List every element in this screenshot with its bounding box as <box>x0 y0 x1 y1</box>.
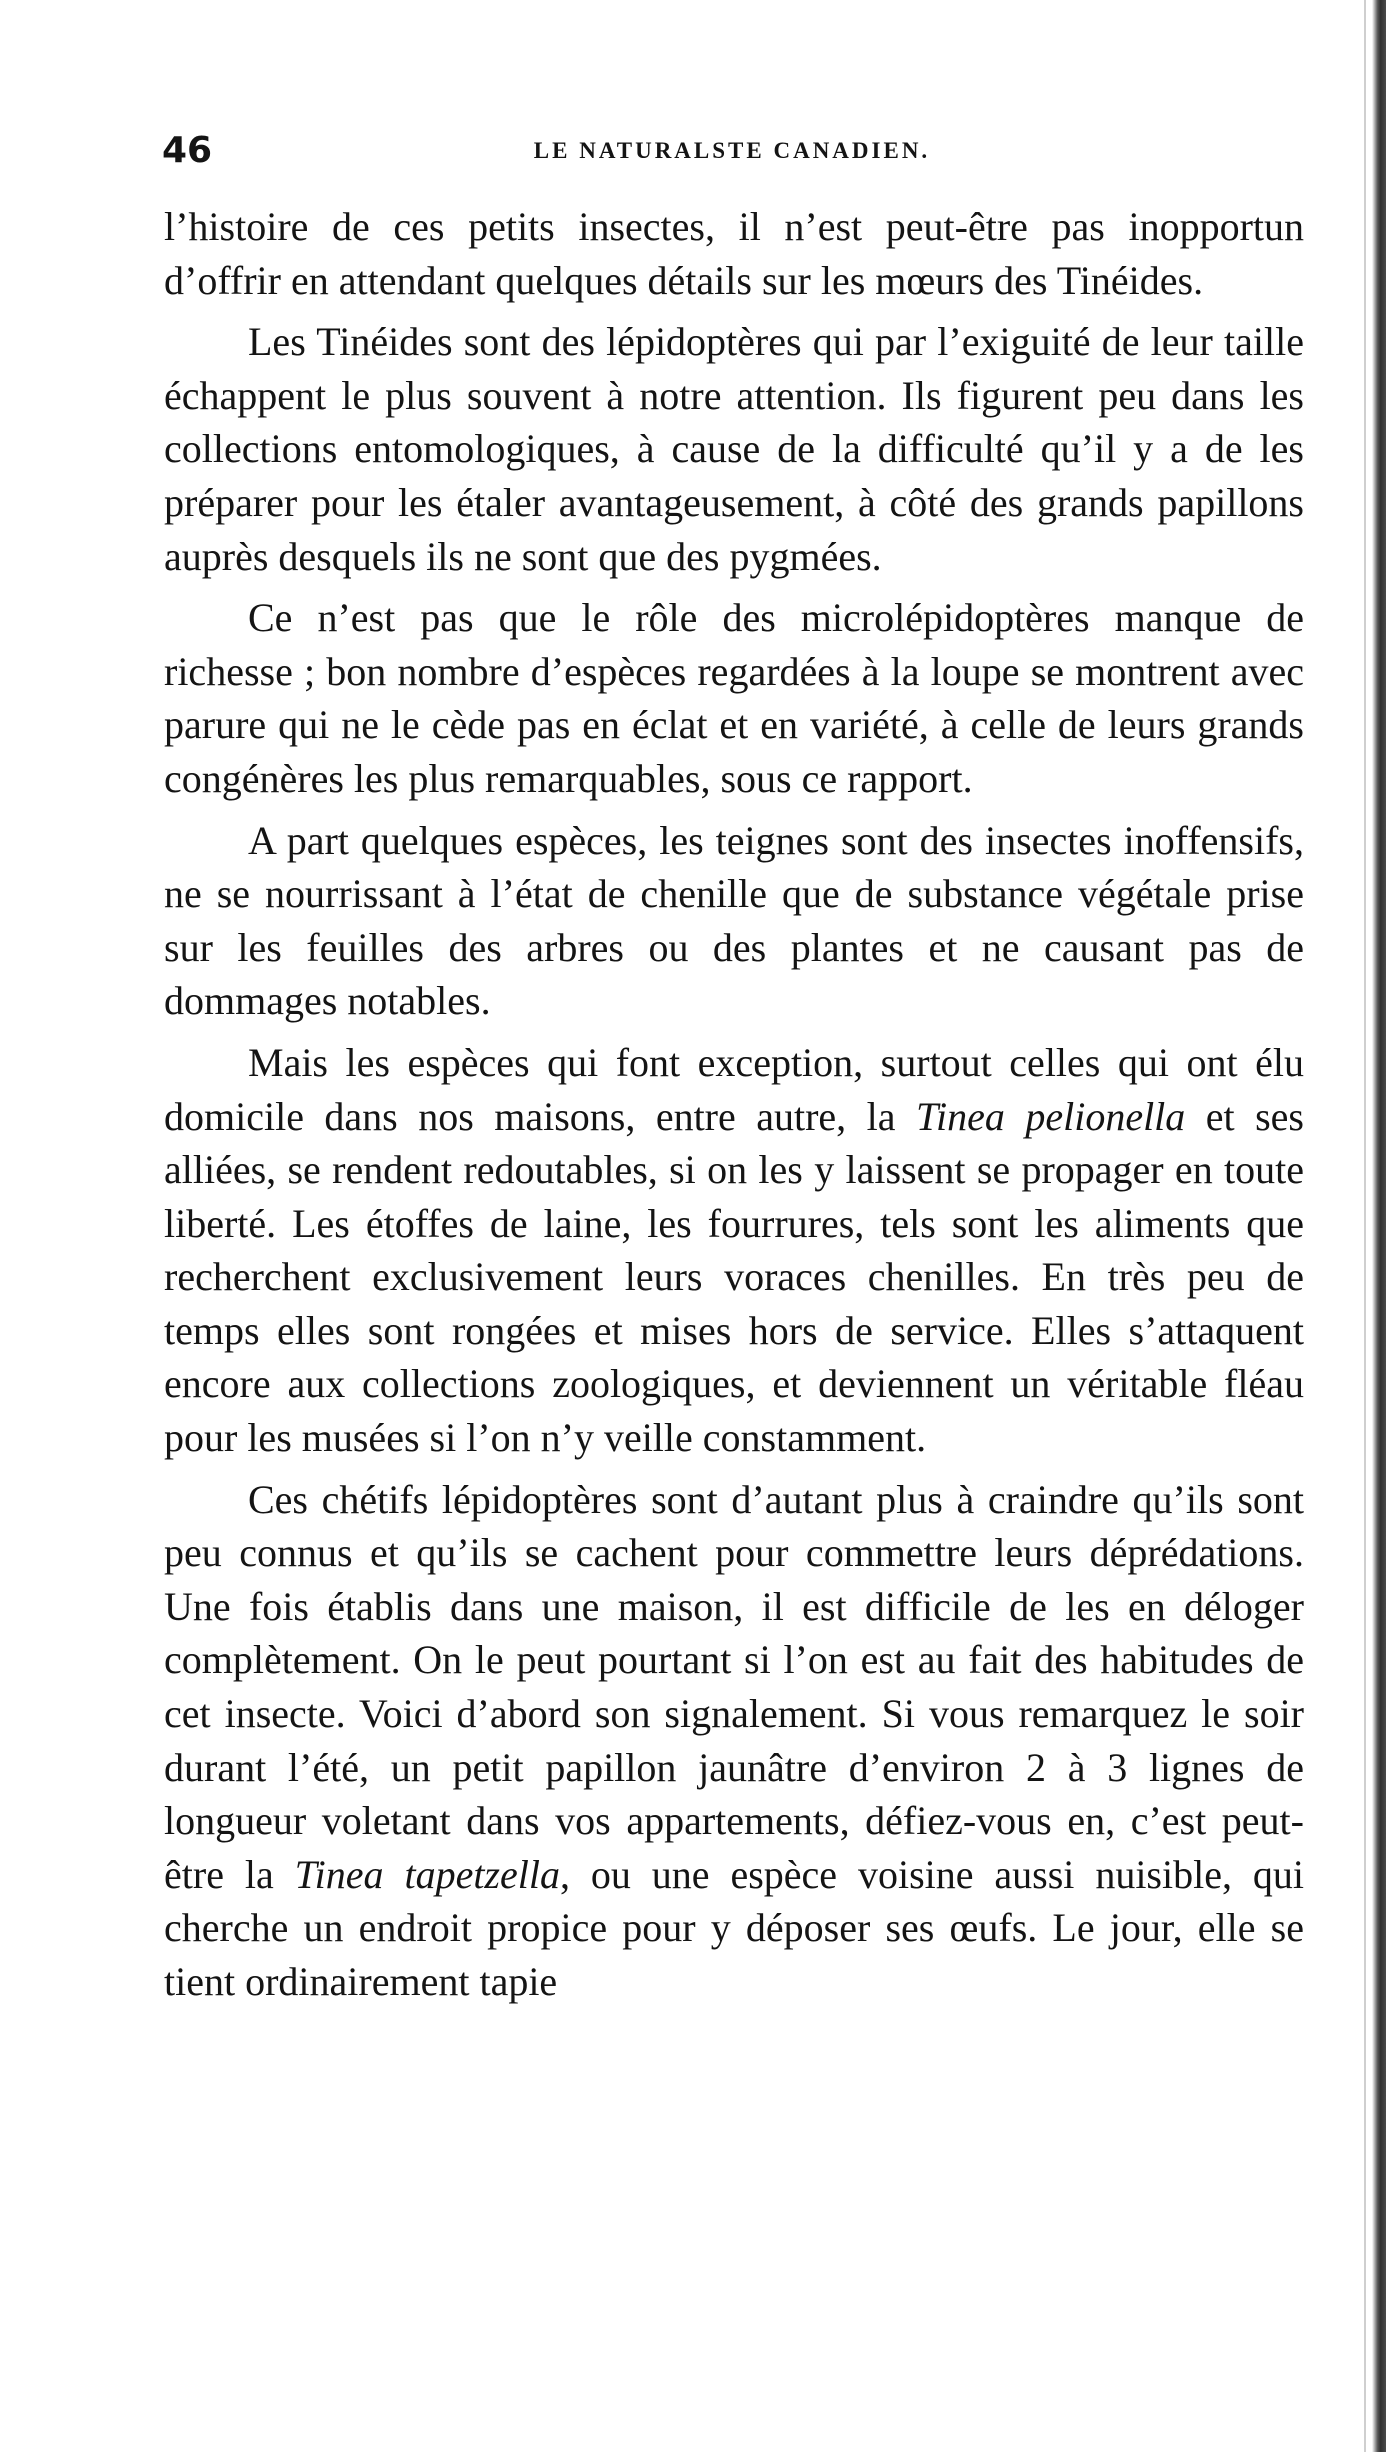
paragraph: Les Tinéides sont des lépidoptères qui par l’exiguité de leur taille échappent le plus souvent à notre attention. Ils figurent peu dans les collections entomologiques, à cause de la difficulté qu’il y a de les préparer pour les étaler avantageusement, à côté des grands papillons auprès desquels ils ne sont que des pygmées. <box>164 319 1304 579</box>
paragraph <box>164 1036 1304 1465</box>
paragraph: Ce n’est pas que le rôle des microlépidoptères manque de richesse ; bon nombre d’espèces regardées à la loupe se montrent avec parure qui ne le cède pas en éclat et en variété, à celle de leurs grands congénères les plus remarquables, sous ce rapport. <box>164 595 1304 801</box>
text-run: Mais les espèces qui font exception, surtout celles qui ont élu domicile dans nos maisons, entre autre, la <box>164 1039 1304 1139</box>
text-run: Ces chétifs lépidoptères sont d’autant plus à craindre qu’ils sont peu connus et qu’ils se cachent pour commettre leurs déprédations. Une fois établis dans une maison, il est difficile de les en déloger complètement. On le peut pourtant si l’on est au fait des habitudes de cet insecte. Voici d’abord son signalement. Si vous remarquez le soir durant l’été, un petit papillon jaunâtre d’environ 2 à 3 lignes de longueur voletant dans vos appartements, défiez-vous en, c’est peut-être la <box>164 1476 1304 1897</box>
page-number: 46 <box>162 130 213 171</box>
paragraph-continued: l’histoire de ces petits insectes, il n’est peut-être pas inopportun d’offrir en attendant quelques détails sur les mœurs des Tinéides. <box>164 204 1304 303</box>
binding-shadow <box>1372 0 1386 2452</box>
running-title: LE NATURALSTE CANADIEN. <box>533 138 931 163</box>
page-edge-line <box>1364 0 1366 2452</box>
page-header <box>162 130 1302 180</box>
text-run: et ses alliées, se rendent redoutables, si on les y laissent se propager en toute liberté. Les étoffes de laine, les fourrures, tels sont les aliments que recherchent exclusivement leurs voraces chenilles. En très peu de temps elles sont rongées et mises hors de service. Elles s’attaquent encore aux collections zoologiques, et deviennent un véritable fléau pour les musées si l’on n’y veille constamment. <box>164 1093 1304 1461</box>
species-name: Tinea tapetzella <box>294 1851 560 1897</box>
text-run: , ou une espèce voisine aussi nuisible, qui cherche un endroit propice pour y déposer ses œufs. Le jour, elle se tient ordinairement tapie <box>164 1851 1305 2004</box>
species-name: Tinea pelionella <box>915 1093 1186 1139</box>
body-text <box>164 200 1304 2009</box>
paragraph: A part quelques espèces, les teignes sont des insectes inoffensifs, ne se nourrissant à l’état de chenille que de substance végétale prise sur les feuilles des arbres ou des plantes et ne causant pas de dommages notables. <box>164 817 1304 1024</box>
paragraph <box>164 1473 1304 2009</box>
